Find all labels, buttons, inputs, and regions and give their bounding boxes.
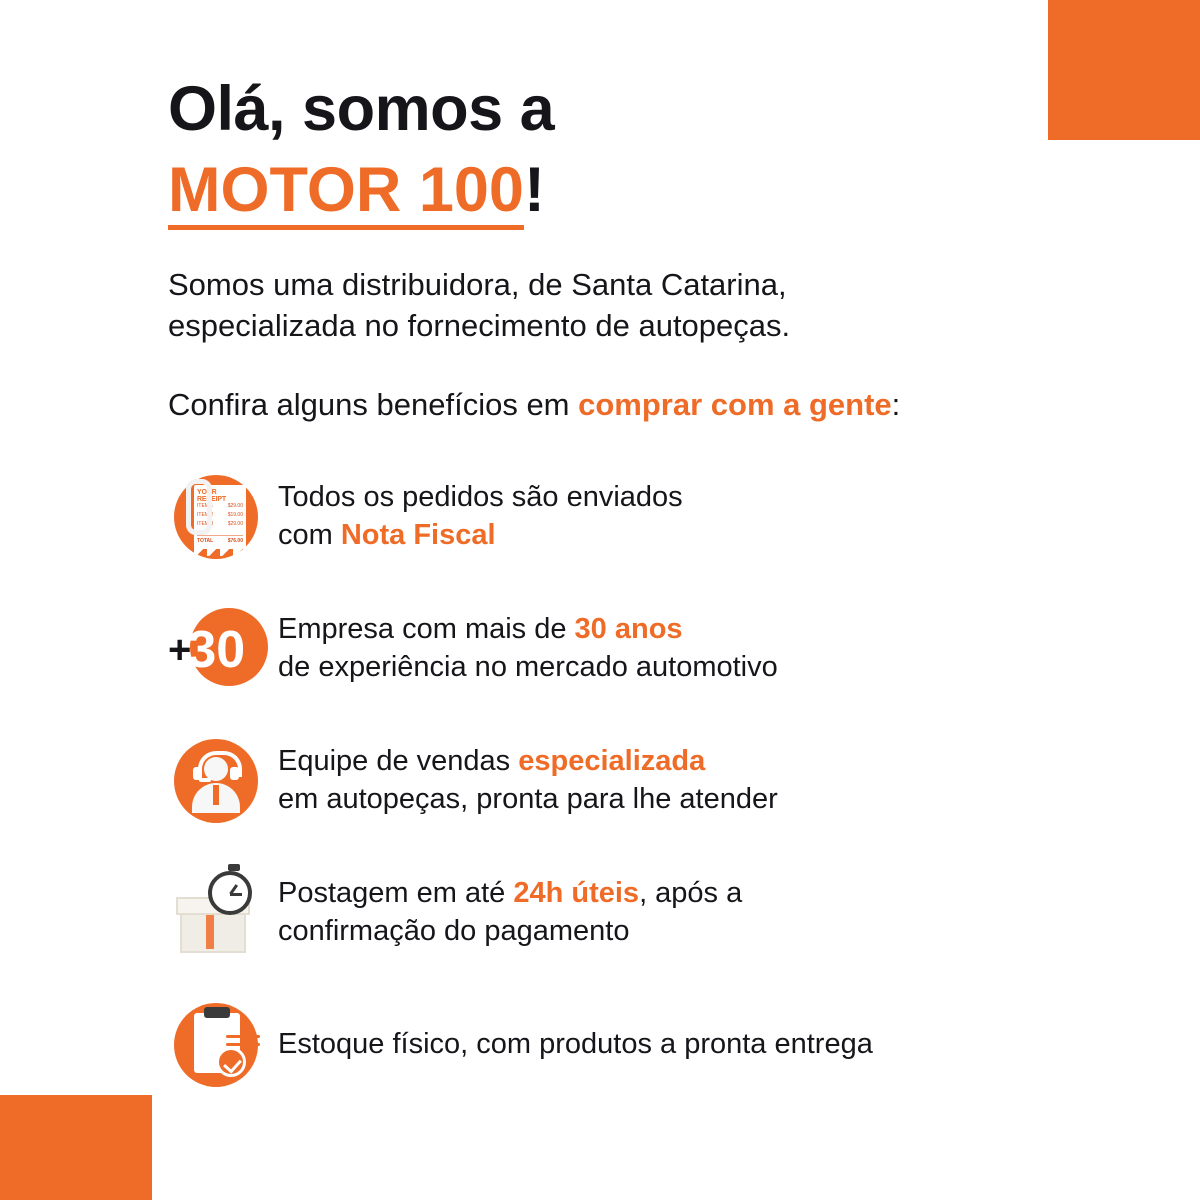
benefit-line1-highlight: 24h úteis bbox=[513, 877, 640, 910]
sales-agent-headset-icon bbox=[168, 733, 264, 829]
benefit-line1-highlight: 30 anos bbox=[574, 613, 683, 646]
receipt-row-label: ITEM 1 bbox=[197, 502, 214, 509]
plus-30-badge bbox=[168, 615, 264, 685]
receipt-title: YOUR RECEIPT bbox=[197, 488, 226, 503]
page-title-line2 bbox=[168, 157, 1068, 230]
list-item-text bbox=[278, 479, 683, 554]
decorative-square-top-right bbox=[1048, 0, 1200, 140]
receipt-row-value: $19.00 bbox=[227, 511, 243, 518]
plus-30-years-icon bbox=[168, 601, 264, 697]
package-stopwatch-icon bbox=[168, 865, 264, 961]
badge-number: 30 bbox=[187, 620, 246, 679]
benefit-line2: confirmação do pagamento bbox=[278, 914, 630, 947]
receipt-icon bbox=[168, 469, 264, 565]
benefit-line1-prefix: Postagem em até bbox=[278, 877, 514, 910]
benefit-line2-highlight: Nota Fiscal bbox=[340, 518, 496, 551]
intro-line1: Somos uma distribuidora, de Santa Catarina, bbox=[168, 267, 787, 303]
benefits-list bbox=[168, 469, 1068, 1093]
list-item bbox=[168, 865, 1068, 961]
receipt-total-label: TOTAL bbox=[197, 537, 214, 544]
benefits-intro-prefix: Confira alguns benefícios em bbox=[168, 386, 579, 422]
brand-exclamation: ! bbox=[523, 155, 545, 225]
agent-tie bbox=[213, 785, 219, 805]
receipt-row-value: $29.00 bbox=[227, 520, 243, 527]
receipt-clip bbox=[186, 479, 212, 535]
page-title-line1: Olá, somos a bbox=[168, 74, 555, 144]
receipt-row-label: ITEM 3 bbox=[197, 520, 214, 527]
benefits-intro-highlight: comprar com a gente bbox=[578, 386, 892, 422]
receipt-total-row bbox=[197, 535, 243, 544]
list-item-text bbox=[278, 611, 778, 686]
list-item bbox=[168, 733, 1068, 829]
benefit-line1-prefix: Equipe de vendas bbox=[278, 745, 519, 778]
list-item-text bbox=[278, 1026, 873, 1064]
receipt-row-value: $29.00 bbox=[227, 502, 243, 509]
benefit-line2: de experiência no mercado automotivo bbox=[278, 650, 778, 683]
stopwatch-hand-hour bbox=[230, 893, 242, 896]
clipboard-line bbox=[226, 1035, 260, 1038]
list-item-text bbox=[278, 743, 778, 818]
brand-name: MOTOR 100 bbox=[168, 157, 524, 230]
intro-paragraph bbox=[168, 264, 1068, 346]
benefit-line1: Estoque físico, com produtos a pronta entrega bbox=[278, 1028, 873, 1061]
receipt-total-value: $76.00 bbox=[227, 537, 243, 544]
benefit-line1-highlight: especializada bbox=[518, 745, 706, 778]
decorative-square-bottom-left bbox=[0, 1095, 152, 1200]
receipt-row-label: ITEM 2 bbox=[197, 511, 214, 518]
plus-sign: + bbox=[168, 627, 192, 672]
list-item-text bbox=[278, 875, 742, 950]
benefits-intro-suffix: : bbox=[891, 386, 901, 422]
list-item bbox=[168, 997, 1068, 1093]
benefit-line2-prefix: com bbox=[278, 518, 341, 551]
clipboard-line bbox=[226, 1043, 260, 1046]
clipboard-check-icon bbox=[168, 997, 264, 1093]
headset-mic bbox=[199, 778, 211, 782]
benefits-intro bbox=[168, 385, 1068, 425]
benefit-line1: Todos os pedidos são enviados bbox=[278, 481, 683, 514]
benefit-line1-suffix: , após a bbox=[639, 877, 743, 910]
intro-line2: especializada no fornecimento de autopeças. bbox=[168, 308, 791, 344]
main-content bbox=[168, 74, 1068, 1129]
benefit-line1-prefix: Empresa com mais de bbox=[278, 613, 575, 646]
package-tape bbox=[206, 911, 214, 949]
list-item bbox=[168, 469, 1068, 565]
check-badge-icon bbox=[216, 1047, 246, 1077]
list-item bbox=[168, 601, 1068, 697]
stopwatch-icon bbox=[208, 871, 252, 915]
headset-ear-right bbox=[230, 767, 239, 780]
clipboard-clip bbox=[204, 1007, 230, 1018]
benefit-line2: em autopeças, pronta para lhe atender bbox=[278, 782, 778, 815]
